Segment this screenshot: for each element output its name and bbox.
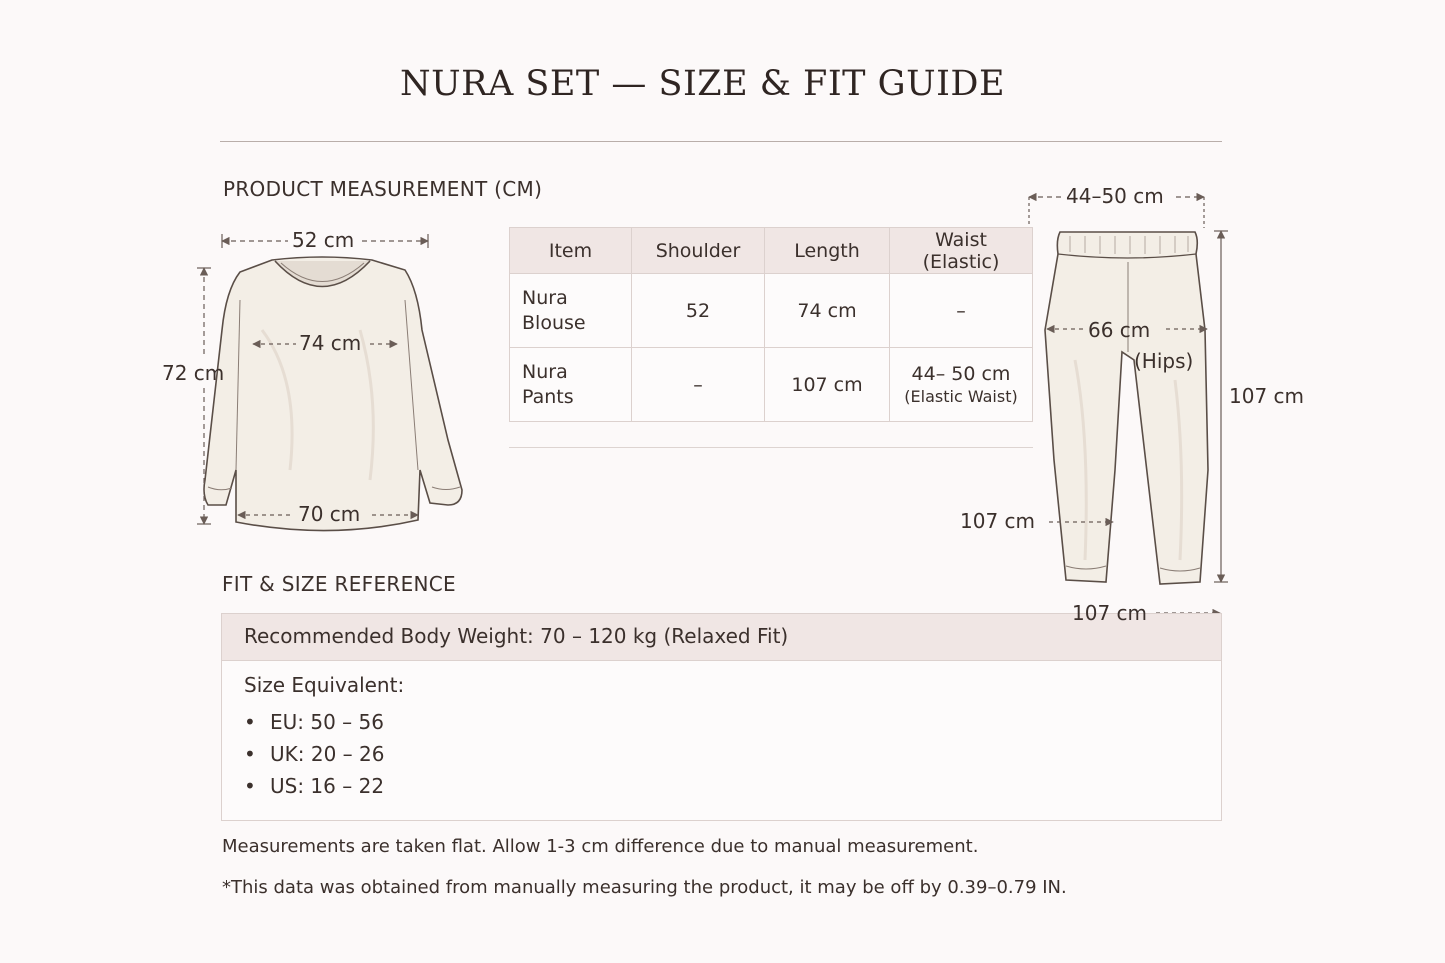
col-header-waist: Waist (Elastic) — [890, 228, 1033, 274]
col-header-item: Item — [510, 228, 632, 274]
measurement-table — [509, 227, 1033, 422]
pants-length-label: 107 cm — [1229, 384, 1305, 408]
table-underline — [509, 447, 1033, 448]
bullet-icon: • — [244, 742, 256, 766]
cell-length: 74 cm — [765, 274, 890, 348]
cell-waist — [890, 348, 1033, 422]
table-row — [510, 348, 1033, 422]
disclaimer-note: *This data was obtained from manually measuring the product, it may be off by 0.39–0.79 IN. — [222, 877, 1067, 898]
cell-item — [510, 348, 632, 422]
pants-waist-label: 44–50 cm — [1066, 184, 1164, 208]
cell-shoulder: – — [632, 348, 765, 422]
cell-length: 107 cm — [765, 348, 890, 422]
cell-item — [510, 274, 632, 348]
size-eu: EU: 50 – 56 — [270, 710, 384, 734]
fit-reference-heading: FIT & SIZE REFERENCE — [222, 572, 456, 596]
pants-hips-label: 66 cm — [1088, 318, 1151, 342]
pants-illustration — [1045, 232, 1208, 584]
size-us: US: 16 – 22 — [270, 774, 385, 798]
blouse-hem-label: 70 cm — [298, 502, 361, 526]
waist-value: 44– 50 cm — [911, 363, 1011, 385]
col-header-length: Length — [765, 228, 890, 274]
list-item — [244, 770, 384, 802]
col-header-shoulder: Shoulder — [632, 228, 765, 274]
list-item — [244, 738, 384, 770]
waist-note: (Elastic Waist) — [904, 387, 1018, 406]
bullet-icon: • — [244, 774, 256, 798]
cell-waist: – — [890, 274, 1033, 348]
fit-reference-box — [221, 613, 1222, 821]
table-row — [510, 274, 1033, 348]
item-name-line: Blouse — [522, 311, 586, 334]
cell-shoulder: 52 — [632, 274, 765, 348]
size-equivalent-title: Size Equivalent: — [244, 673, 405, 697]
size-equivalent-list — [244, 706, 384, 802]
product-measurement-heading: PRODUCT MEASUREMENT (CM) — [223, 177, 543, 201]
pants-bottom-label: 107 cm — [1072, 601, 1148, 625]
item-name-line: Nura — [522, 286, 568, 309]
table-header-row — [510, 228, 1033, 274]
pants-leg-label: 107 cm — [960, 509, 1036, 533]
bullet-icon: • — [244, 710, 256, 734]
item-name-line: Pants — [522, 385, 574, 408]
recommended-weight-text: Recommended Body Weight: 70 – 120 kg (Relaxed Fit) — [244, 624, 789, 648]
pants-hips-caption: (Hips) — [1134, 349, 1194, 373]
blouse-illustration — [204, 257, 462, 531]
page-title: NURA SET — SIZE & FIT GUIDE — [399, 64, 1006, 104]
measurement-note: Measurements are taken flat. Allow 1-3 cm difference due to manual measurement. — [222, 836, 979, 857]
size-uk: UK: 20 – 26 — [270, 742, 385, 766]
blouse-chest-label: 74 cm — [299, 331, 362, 355]
list-item — [244, 706, 384, 738]
blouse-length-label: 72 cm — [162, 361, 225, 385]
item-name-line: Nura — [522, 360, 568, 383]
blouse-shoulder-label: 52 cm — [292, 228, 355, 252]
